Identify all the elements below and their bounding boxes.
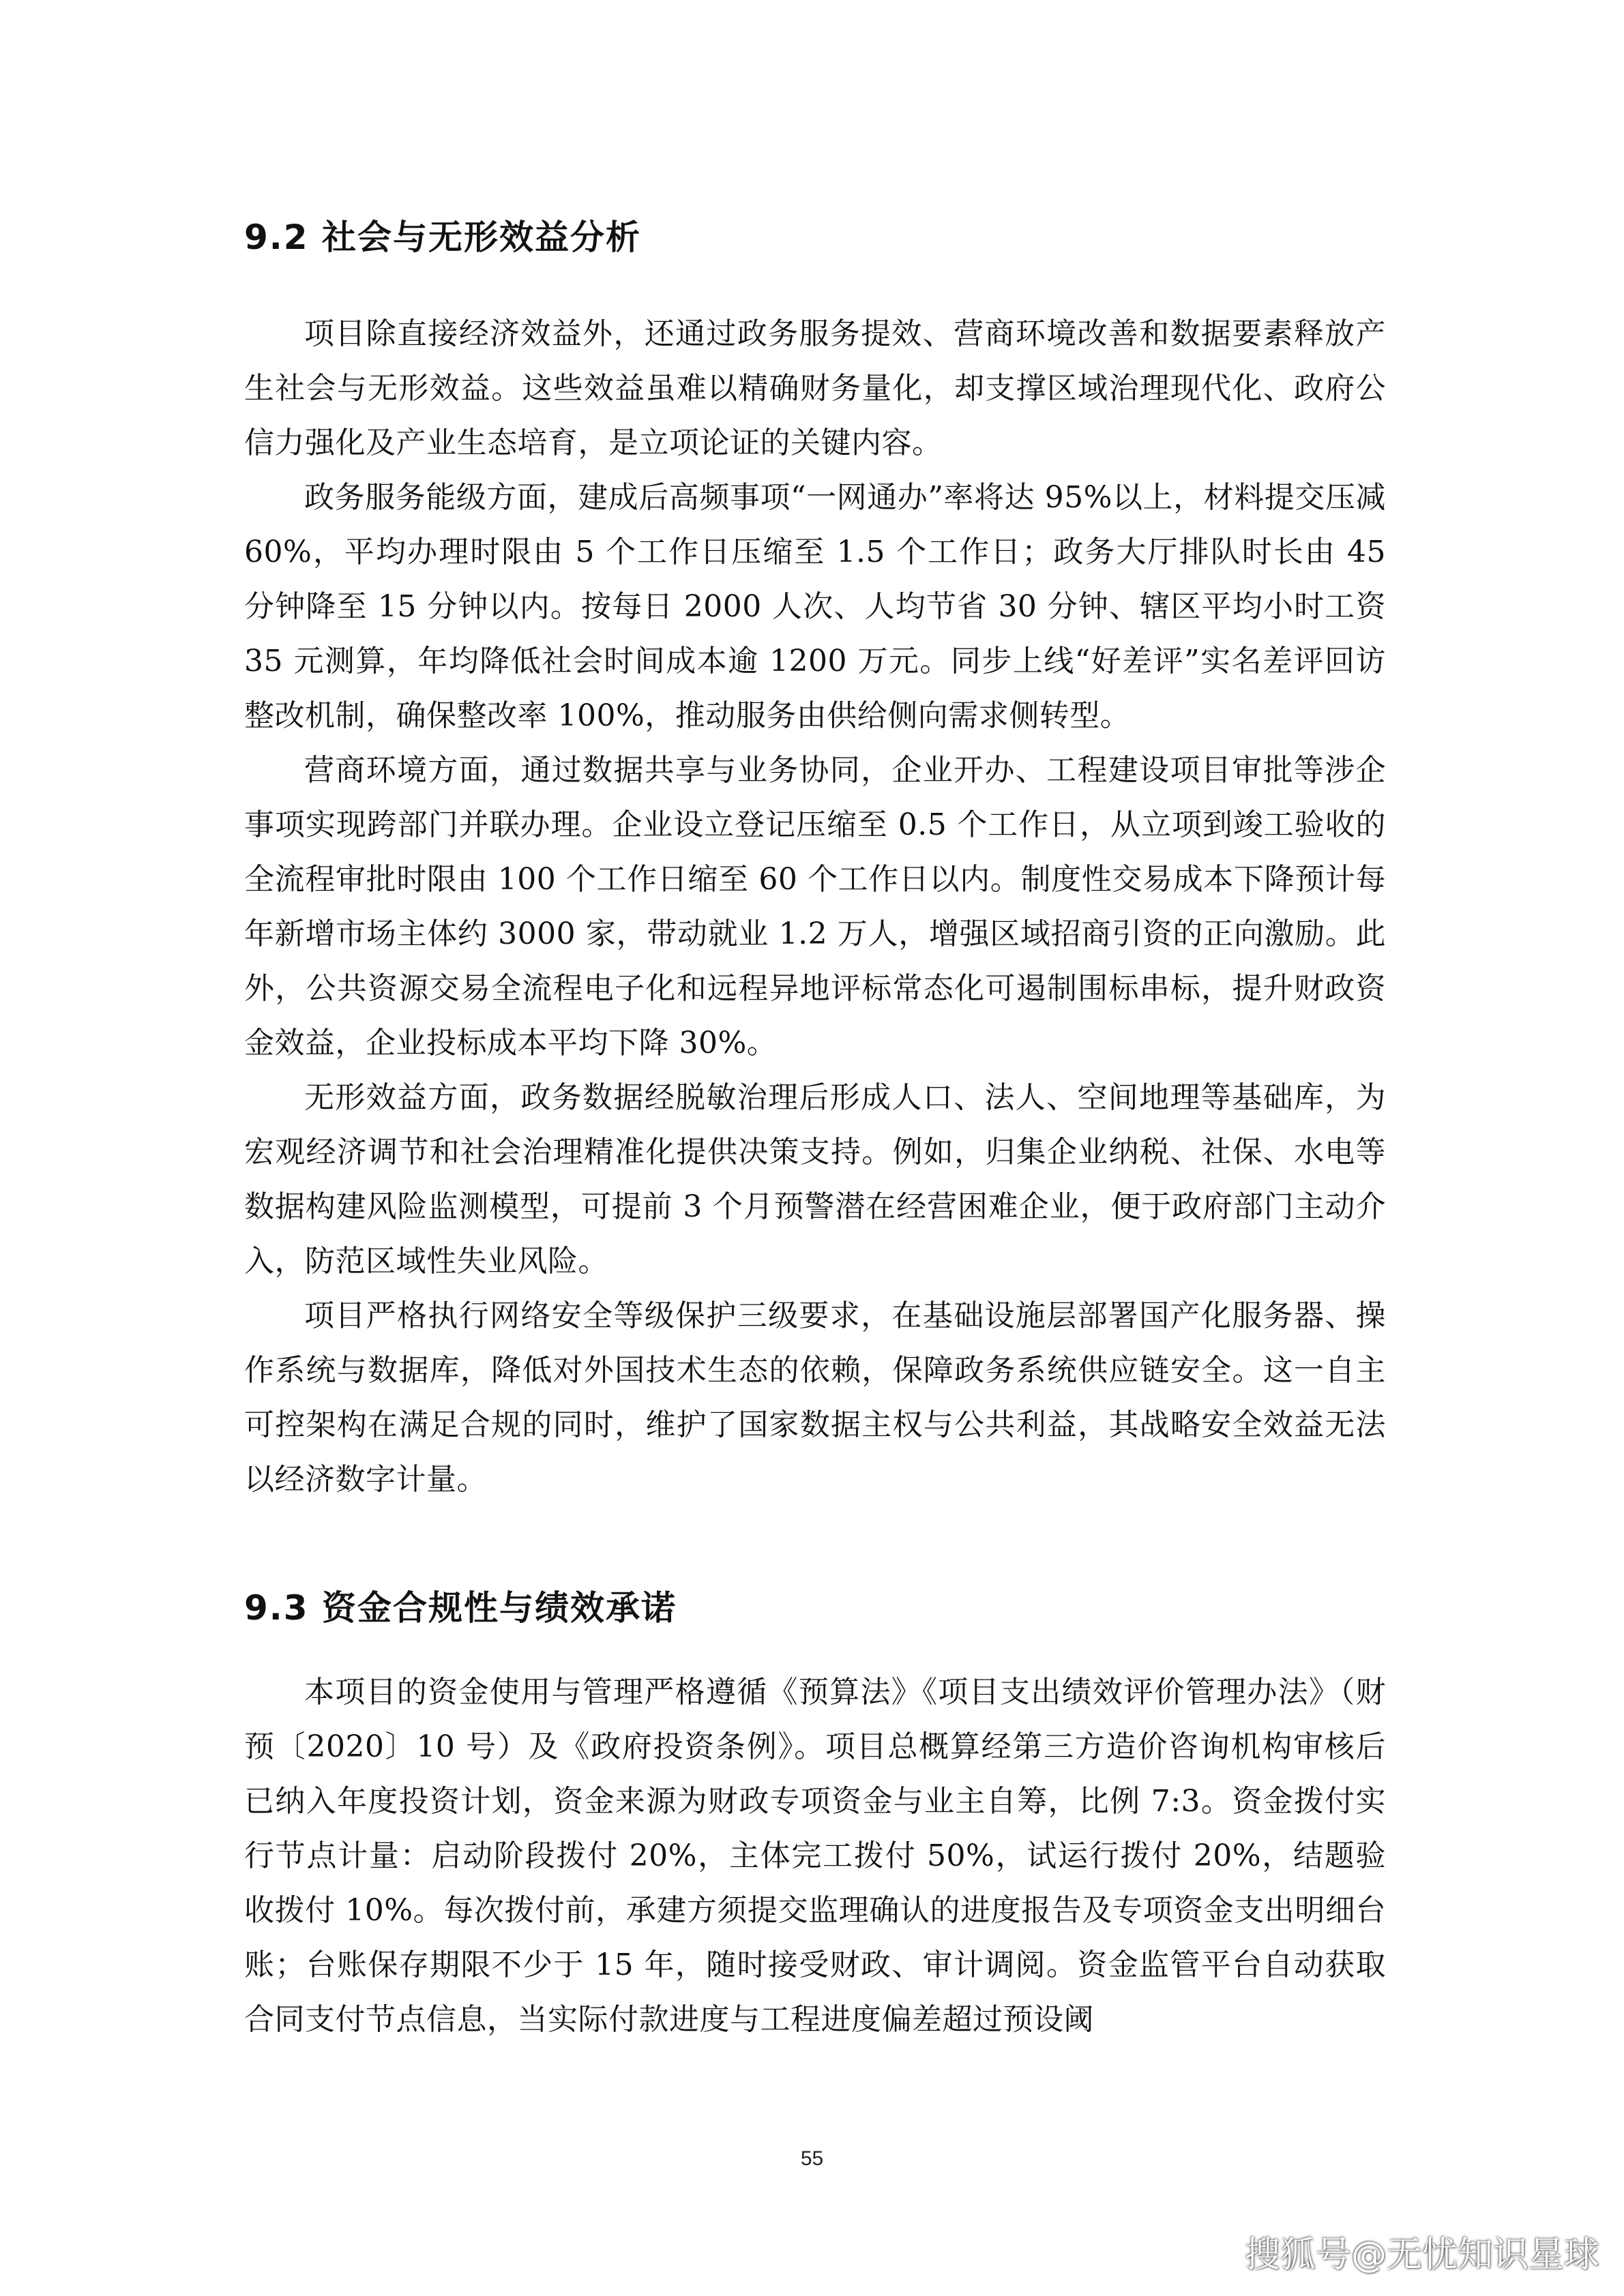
paragraph: 项目严格执行网络安全等级保护三级要求，在基础设施层部署国产化服务器、操作系统与数据库，降低对外国技术生态的依赖，保障政务系统供应链安全。这一自主可控架构在满足合规的同时，维护了国家数据主权与公共利益，其战略安全效益无法以经济数字计量。	[244, 1298, 1386, 1497]
section-heading-9-3: 9.3 资金合规性与绩效承诺	[244, 1588, 677, 1628]
watermark: 搜狐号@无忧知识星球	[1244, 2235, 1599, 2276]
page-number: 55	[800, 2147, 824, 2170]
section-9-3-body	[244, 1665, 1386, 2047]
paragraph: 项目除直接经济效益外，还通过政务服务提效、营商环境改善和数据要素释放产生社会与无形效益。这些效益虽难以精确财务量化，却支撑区域治理现代化、政府公信力强化及产业生态培育，是立项论证的关键内容。	[244, 316, 1386, 460]
section-9-2-body	[244, 307, 1386, 1507]
paragraph: 本项目的资金使用与管理严格遵循《预算法》《项目支出绩效评价管理办法》（财预〔2020〕10 号）及《政府投资条例》。项目总概算经第三方造价咨询机构审核后已纳入年度投资计划，资金来源为财政专项资金与业主自筹，比例 7:3。资金拨付实行节点计量：启动阶段拨付 20%，主体完工拨付 50%，试运行拨付 20%，结题验收拨付 10%。每次拨付前，承建方须提交监理确认的进度报告及专项资金支出明细台账；台账保存期限不少于 15 年，随时接受财政、审计调阅。资金监管平台自动获取合同支付节点信息，当实际付款进度与工程进度偏差超过预设阈	[244, 1675, 1386, 2037]
section-heading-9-2: 9.2 社会与无形效益分析	[244, 218, 641, 257]
paragraph: 无形效益方面，政务数据经脱敏治理后形成人口、法人、空间地理等基础库，为宏观经济调节和社会治理精准化提供决策支持。例如，归集企业纳税、社保、水电等数据构建风险监测模型，可提前 3 个月预警潜在经营困难企业，便于政府部门主动介入，防范区域性失业风险。	[244, 1080, 1386, 1279]
paragraph: 营商环境方面，通过数据共享与业务协同，企业开办、工程建设项目审批等涉企事项实现跨部门并联办理。企业设立登记压缩至 0.5 个工作日，从立项到竣工验收的全流程审批时限由 100 个工作日缩至 60 个工作日以内。制度性交易成本下降预计每年新增市场主体约 3000 家，带动就业 1.2 万人，增强区域招商引资的正向激励。此外，公共资源交易全流程电子化和远程异地评标常态化可遏制围标串标，提升财政资金效益，企业投标成本平均下降 30%。	[244, 753, 1386, 1060]
paragraph: 政务服务能级方面，建成后高频事项“一网通办”率将达 95%以上，材料提交压减 60%，平均办理时限由 5 个工作日压缩至 1.5 个工作日；政务大厅排队时长由 45 分钟降至 15 分钟以内。按每日 2000 人次、人均节省 30 分钟、辖区平均小时工资 35 元测算，年均降低社会时间成本逾 1200 万元。同步上线“好差评”实名差评回访整改机制，确保整改率 100%，推动服务由供给侧向需求侧转型。	[244, 480, 1386, 733]
